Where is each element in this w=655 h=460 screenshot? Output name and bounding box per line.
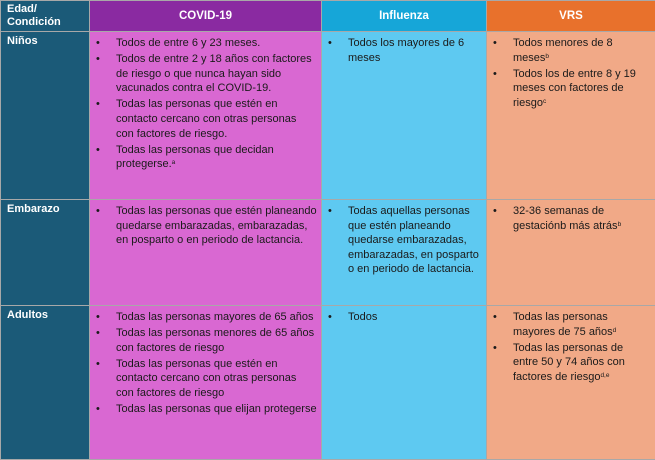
header-row [1, 1, 655, 32]
bullet-text: Todas las personas que decidan protegerse. [116, 144, 274, 171]
footnote-marker: d [613, 327, 617, 334]
cell-adultos-covid [90, 306, 322, 460]
bullet-item [96, 310, 317, 325]
row-label-embarazo: Embarazo [1, 200, 90, 306]
cell-embarazo-influenza [322, 200, 487, 306]
row-adultos [1, 306, 655, 460]
bullet-list [487, 200, 655, 237]
bullet-item [96, 357, 317, 401]
header-covid: COVID-19 [90, 1, 322, 32]
bullet-item [96, 143, 317, 172]
bullet-list [90, 306, 321, 420]
bullet-item [493, 36, 651, 65]
bullet-text: Todas las personas que estén en contacto cercano con otras personas con factores de riesgo [116, 358, 296, 399]
bullet-text: Todos los de entre 8 y 19 meses con factores de riesgo [513, 68, 636, 109]
footnote-marker: b [545, 53, 549, 60]
bullet-text: Todos de entre 6 y 23 meses. [116, 37, 260, 49]
footnote-marker: b [618, 221, 622, 228]
bullet-text: Todas las personas menores de 65 años con factores de riesgo [116, 327, 314, 354]
row-embarazo [1, 200, 655, 306]
bullet-list [90, 32, 321, 175]
row-ninos [1, 32, 655, 200]
bullet-item [493, 341, 651, 385]
bullet-item [493, 204, 651, 233]
cell-adultos-influenza [322, 306, 487, 460]
bullet-text: Todas las personas que elijan protegerse [116, 403, 317, 415]
cell-adultos-vrs [487, 306, 655, 460]
bullet-item [96, 204, 317, 248]
bullet-list [322, 32, 486, 69]
row-label-adultos: Adultos [1, 306, 90, 460]
bullet-text: Todos menores de 8 meses [513, 37, 613, 64]
bullet-item [96, 36, 317, 51]
bullet-item [96, 402, 317, 417]
bullet-item [328, 36, 482, 65]
bullet-item [96, 326, 317, 355]
header-influenza: Influenza [322, 1, 487, 32]
bullet-item [328, 310, 482, 325]
header-age-condition [1, 1, 90, 32]
cell-embarazo-covid [90, 200, 322, 306]
bullet-list [322, 306, 486, 328]
bullet-text: Todas las personas mayores de 65 años [116, 311, 314, 323]
bullet-text: Todas las personas que estén planeando quedarse embarazadas, embarazadas, en posparto o en periodo de lactancia. [116, 205, 317, 246]
header-age-label: Edad/ [7, 3, 37, 15]
bullet-text: Todos [348, 311, 377, 323]
header-condition-label: Condición [7, 16, 61, 28]
footnote-marker: d,e [600, 372, 609, 379]
bullet-item [493, 310, 651, 339]
bullet-list [322, 200, 486, 280]
bullet-text: Todas las personas que estén en contacto cercano con otras personas con factores de riesgo. [116, 98, 296, 139]
bullet-item [328, 204, 482, 277]
footnote-marker: a [172, 159, 176, 166]
cell-embarazo-vrs [487, 200, 655, 306]
bullet-item [493, 67, 651, 111]
cell-ninos-covid [90, 32, 322, 200]
bullet-list [487, 306, 655, 388]
bullet-text: Todas las personas mayores de 75 años [513, 311, 613, 338]
cell-ninos-vrs [487, 32, 655, 200]
bullet-text: 32-36 semanas de gestaciónb más atrás [513, 205, 618, 232]
bullet-list [90, 200, 321, 251]
header-vrs: VRS [487, 1, 655, 32]
bullet-text: Todas las personas de entre 50 y 74 años con factores de riesgo [513, 342, 625, 383]
bullet-text: Todas aquellas personas que estén planeando quedarse embarazadas, embarazadas, en posparto o en periodo de lactancia. [348, 205, 479, 275]
row-label-ninos: Niños [1, 32, 90, 200]
bullet-text: Todos los mayores de 6 meses [348, 37, 464, 64]
cell-ninos-influenza [322, 32, 487, 200]
bullet-item [96, 52, 317, 96]
bullet-item [96, 97, 317, 141]
bullet-text: Todos de entre 2 y 18 años con factores de riesgo o que nunca hayan sido vacunados contra el COVID-19. [116, 53, 312, 94]
footnote-marker: c [543, 98, 546, 105]
bullet-list [487, 32, 655, 114]
